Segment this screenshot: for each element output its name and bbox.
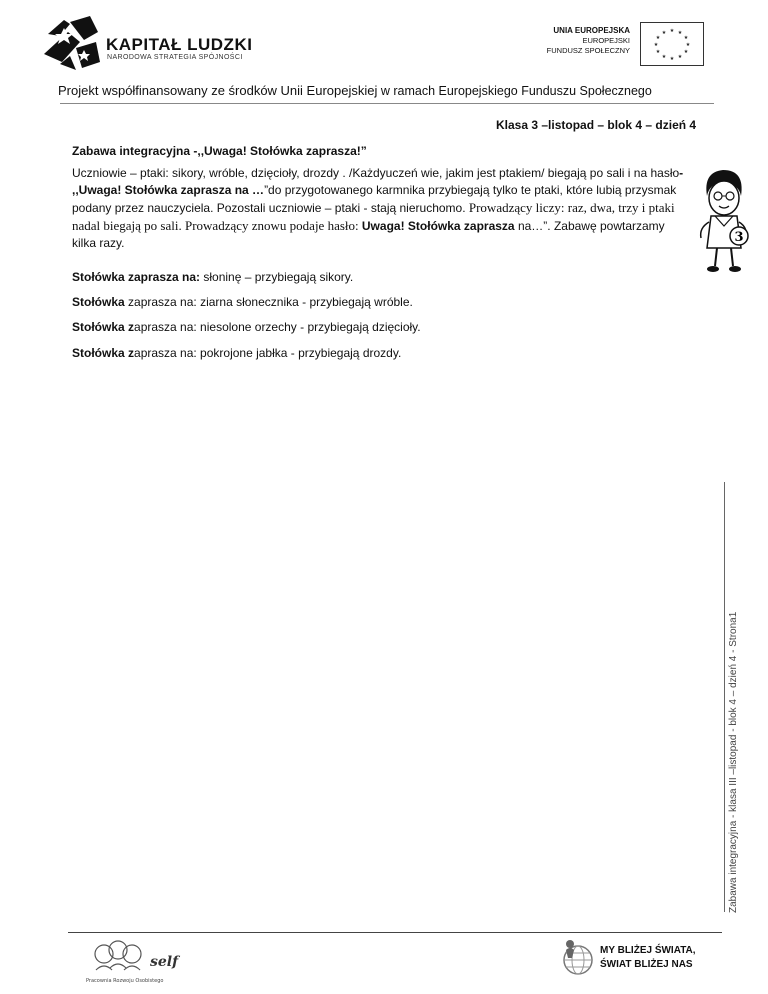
para-text-1: Uczniowie – ptaki: sikory, wróble, dzięcioły, drozdy . /Każdyuczeń wie, jakim jest ptakiem/ biegają po sali i na hasło [72, 166, 680, 180]
globe-icon [560, 938, 596, 978]
eu-label [520, 26, 630, 56]
svg-text:★: ★ [683, 35, 689, 41]
para-text-2: - ,,Uwaga! Stołówka zaprasza na … [72, 166, 684, 197]
game-title: Zabawa integracyjna -,,Uwaga! Stołówka zaprasza!” [72, 144, 367, 158]
slogan-line-1: MY BLIŻEJ ŚWIATA, [600, 945, 696, 956]
para-text-4: Prowadzący liczy: raz, dwa, trzy i ptaki nadal biegają po sali. Prowadzący znowu podaje hasło: [72, 200, 675, 233]
class-info: Klasa 3 –listopad – blok 4 – dzień 4 [496, 118, 697, 132]
badge-number: 3 [734, 230, 744, 245]
menu-line-4-bold: Stołówka z [72, 346, 135, 360]
menu-line-2-rest: zaprasza na: ziarna słonecznika - przybiegają wróble. [124, 295, 413, 309]
menu-line-3-bold: Stołówka z [72, 320, 135, 334]
svg-text:★: ★ [677, 30, 683, 36]
slogan [600, 944, 696, 972]
svg-text:★: ★ [685, 42, 691, 48]
kl-title: KAPITAŁ LUDZKI [106, 35, 253, 54]
svg-text:self: self [150, 954, 179, 970]
instructions-paragraph [72, 165, 690, 252]
menu-line-1-bold: Stołówka zaprasza na: [72, 270, 201, 284]
teacher-character-icon [693, 166, 753, 276]
svg-text:★: ★ [683, 49, 689, 55]
eu-line-1: UNIA EUROPEJSKA [553, 26, 630, 35]
menu-line-1-rest: słoninę – przybiegają sikory. [200, 270, 354, 284]
para-text-3: ”do przygotowanego karmnika przybiegają tylko te ptaki, które lubią przysmak podany przez nauczyciela. Pozostali uczniowie – ptaki - stają nieruchomo. [72, 183, 677, 215]
eu-line-3: FUNDUSZ SPOŁECZNY [546, 46, 630, 55]
menu-line-3-rest: aprasza na: niesolone orzechy - przybiegają dzięcioły. [134, 320, 421, 334]
svg-text:★: ★ [655, 35, 661, 41]
eu-line-2: EUROPEJSKI [582, 36, 630, 45]
project-line-b: w ramach Europejskiego Funduszu Społecznego [377, 84, 652, 98]
project-line-a: Projekt współfinansowany ze środków Unii Europejskiej [58, 83, 378, 98]
svg-text:★: ★ [661, 54, 667, 60]
menu-line-2-bold: Stołówka [72, 295, 125, 309]
svg-text:★: ★ [669, 28, 675, 34]
svg-text:★: ★ [669, 56, 675, 62]
menu-line-4-rest: aprasza na: pokrojone jabłka - przybiegają drozdy. [134, 346, 402, 360]
menu-line-1 [72, 270, 353, 284]
svg-text:★: ★ [653, 42, 659, 48]
slogan-line-2: ŚWIAT BLIŻEJ NAS [600, 959, 693, 970]
kapital-ludzki-logo-icon [40, 14, 102, 72]
project-funding-line [58, 83, 652, 98]
footer-divider [68, 932, 722, 933]
eu-flag-icon [640, 22, 704, 66]
side-divider [724, 482, 725, 912]
self-logo-icon [82, 936, 182, 986]
svg-text:★: ★ [661, 30, 667, 36]
svg-text:★: ★ [677, 54, 683, 60]
para-text-5: Uwaga! Stołówka zaprasza [361, 219, 515, 233]
menu-line-2 [72, 295, 413, 309]
kl-subtitle: NARODOWA STRATEGIA SPÓJNOŚCI [107, 54, 243, 61]
header-divider [60, 103, 714, 104]
self-caption: Pracownia Rozwoju Osobistego [86, 978, 164, 984]
side-page-label: Zabawa integracyjna - klasa III –listopad - blok 4 – dzień 4 - Strona1 [728, 611, 739, 913]
svg-text:★: ★ [655, 49, 661, 55]
menu-line-4 [72, 346, 401, 360]
menu-line-3 [72, 320, 421, 334]
para-text-6: na…”. Zabawę powtarzamy kilka razy. [72, 219, 665, 250]
